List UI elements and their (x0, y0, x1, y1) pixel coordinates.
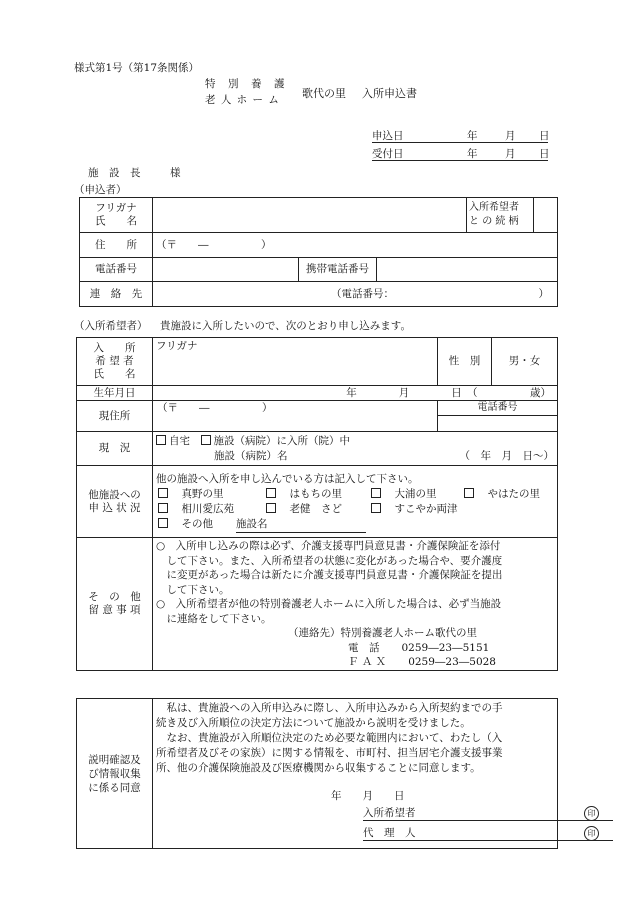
applicant-table (79, 197, 558, 307)
facility-checkbox[interactable] (371, 503, 381, 513)
facility-checkbox[interactable] (266, 503, 276, 513)
relation-cell (467, 198, 558, 233)
notes-field (153, 538, 558, 671)
day-label: 日 (539, 148, 550, 160)
facility-option: 相川愛広苑 (181, 502, 234, 515)
facility-contact-label: （連絡先）特別養護老人ホーム歌代の里 (288, 627, 477, 639)
applicant-mobile-field[interactable] (377, 258, 558, 282)
consent-label (77, 699, 153, 849)
resident-phone-label: 電話番号 (438, 401, 557, 416)
consent-text-line: なお、貴施設が入所順位決定のため必要な範囲内において、わたし（入 (156, 732, 503, 744)
mobile-label: 携帯電話番号 (299, 258, 377, 282)
consent-text-line: 私は、貴施設への入所申込みに際し、入所申込みから入所契約までの手 (156, 702, 503, 714)
sex-label: 性 別 (438, 338, 492, 386)
facility-option: はもちの里 (289, 487, 342, 500)
home-label: 自宅 (169, 434, 190, 447)
sex-value[interactable]: 男・女 (492, 338, 558, 386)
institution-name-label: 施設（病院）名 (214, 449, 288, 462)
year-label: 年 (467, 148, 478, 160)
postal-code: （〒 ― ） (156, 238, 272, 251)
note-line: ○ 入所希望者が他の特別養護老人ホームに入所した場合は、必ず当施設 (156, 598, 502, 610)
agent-signature-label: 代 理 人 (363, 827, 416, 839)
institution-since: （ 年 月 日～） (459, 449, 554, 462)
resident-table (76, 337, 558, 671)
other-facilities-field (153, 466, 558, 538)
notes-label-1: そ の 他 (88, 590, 141, 603)
applicant-name-label-cell (80, 198, 153, 233)
other-label-2: 申 込 状 況 (88, 501, 141, 514)
facility-option: 老健 さど (289, 502, 342, 515)
home-checkbox[interactable] (156, 435, 166, 445)
seal-icon: 印 (584, 806, 599, 821)
resident-name-field[interactable] (153, 338, 438, 386)
consent-text-line: 所、他の介護保険施設及び医療機関から収集することに同意します。 (156, 762, 481, 774)
resident-postal: （〒 ― ） (157, 402, 273, 414)
tel-number: 0259―23―5151 (401, 641, 490, 654)
day-label: 日 (539, 130, 550, 142)
receive-date-row[interactable] (372, 146, 548, 161)
applicant-section-label: （申込者） (74, 184, 127, 196)
facility-option: その他 (181, 517, 213, 530)
contact-phone-label: （電話番号： (331, 288, 394, 300)
facility-name: 歌代の里 (302, 87, 346, 100)
facility-checkbox[interactable] (158, 503, 168, 513)
other-intro: 他の施設へ入所を申し込んでいる方は記入して下さい。 (156, 472, 419, 485)
note-line: に連絡をして下さい。 (156, 612, 272, 625)
receive-date-label: 受付日 (372, 148, 404, 160)
agent-signature-line[interactable] (363, 826, 613, 841)
seal-icon: 印 (584, 826, 599, 841)
dob-field[interactable]: 年 月 日 （ 歳） (153, 386, 558, 401)
tel-label: 電 話 (348, 641, 380, 654)
resident-label-1: 入 所 (93, 342, 136, 354)
other-facility-name-field[interactable] (236, 517, 366, 533)
month-label: 月 (505, 130, 516, 142)
consent-text-line: 続き及び入所順位の決定方法について施設から説明を受けました。 (156, 717, 471, 729)
facility-name-label: 施設名 (236, 517, 268, 530)
consent-body (153, 699, 596, 849)
relation-label-2: と の 続 柄 (469, 216, 519, 227)
institution-checkbox[interactable] (201, 435, 211, 445)
resident-section-label: （入所希望者） (74, 320, 148, 332)
fax-label: Ｆ Ａ Ｘ (348, 656, 387, 668)
note-line: ○ 入所申し込みの際は必ず、介護支援専門員意見書・介護保険証を添付 (156, 540, 501, 552)
applicant-address-field[interactable] (153, 233, 558, 258)
apply-date-row[interactable] (372, 128, 548, 143)
note-line: して下さい。また、入所希望者の状態に変化があった場合や、要介護度 (156, 554, 503, 567)
resident-address-label: 現住所 (77, 401, 153, 432)
other-facilities-label (77, 466, 153, 538)
document-title: 入所申込書 (362, 87, 417, 100)
institution-label: 施設（病院）に入所（院）中 (213, 434, 350, 447)
note-line: に変更があった場合は新たに介護支援専門員意見書・介護保険証を提出 (156, 569, 503, 581)
resident-intro: 貴施設に入所したいので、次のとおり申し込みます。 (160, 320, 411, 332)
resident-signature-line[interactable] (363, 806, 613, 821)
resident-name-label-cell (77, 338, 153, 386)
apply-date-label: 申込日 (372, 130, 404, 142)
phone-label: 電話番号 (80, 258, 153, 282)
resident-label-2: 希 望 者 (95, 355, 134, 367)
relation-field[interactable] (534, 198, 557, 232)
status-field (153, 432, 558, 466)
notes-label (77, 538, 153, 671)
facility-checkbox[interactable] (464, 488, 474, 498)
facility-checkbox[interactable] (158, 518, 168, 528)
applicant-phone-field[interactable] (153, 258, 299, 282)
facility-checkbox[interactable] (266, 488, 276, 498)
form-number: 様式第1号（第17条関係） (74, 62, 200, 74)
furigana-label: フリガナ (95, 202, 137, 214)
name-label: 氏 名 (95, 215, 137, 227)
facility-checkbox[interactable] (371, 488, 381, 498)
applicant-name-field[interactable] (153, 198, 467, 233)
resident-address-field[interactable] (153, 401, 437, 431)
consent-text-line: 所希望者及びその家族）に関する情報を、市町村、担当居宅介護支援事業 (156, 747, 503, 759)
facility-option: すこやか両津 (394, 502, 458, 515)
facility-option: 大浦の里 (394, 487, 437, 500)
contact-label: 連 絡 先 (80, 282, 153, 307)
consent-label-2: び情報収集 (88, 767, 141, 780)
consent-date[interactable]: 年 月 日 (331, 790, 405, 802)
year-label: 年 (467, 130, 478, 142)
relation-label: 入所希望者 (469, 202, 520, 213)
addressee-label: 施 設 長 (88, 167, 141, 179)
facility-option: やはたの里 (487, 487, 540, 500)
consent-label-1: 説明確認及 (88, 753, 141, 766)
address-label: 住 所 (80, 233, 153, 258)
resident-signature-label: 入所希望者 (363, 807, 416, 819)
fax-number: 0259―23―5028 (408, 656, 496, 668)
facility-checkbox[interactable] (158, 488, 168, 498)
dob-label: 生年月日 (77, 386, 153, 401)
consent-label-3: に係る同意 (88, 781, 141, 794)
month-label: 月 (505, 148, 516, 160)
status-label: 現 況 (77, 432, 153, 466)
resident-furigana-label: フリガナ (156, 340, 198, 352)
close-paren: ） (538, 288, 550, 300)
consent-table (76, 698, 596, 849)
other-label-1: 他施設への (88, 488, 141, 501)
resident-address-cell (153, 401, 558, 432)
notes-label-2: 留 意 事 項 (88, 603, 141, 616)
facility-type-line2: 老 人 ホ ー ム (205, 94, 280, 106)
addressee-sama: 様 (170, 167, 181, 179)
facility-type-line1: 特 別 養 護 (205, 78, 286, 90)
facility-option: 真野の里 (181, 487, 224, 500)
resident-phone-field[interactable] (438, 416, 557, 431)
contact-field[interactable] (153, 282, 558, 307)
note-line: して下さい。 (156, 583, 230, 596)
resident-label-3: 氏 名 (93, 368, 136, 380)
